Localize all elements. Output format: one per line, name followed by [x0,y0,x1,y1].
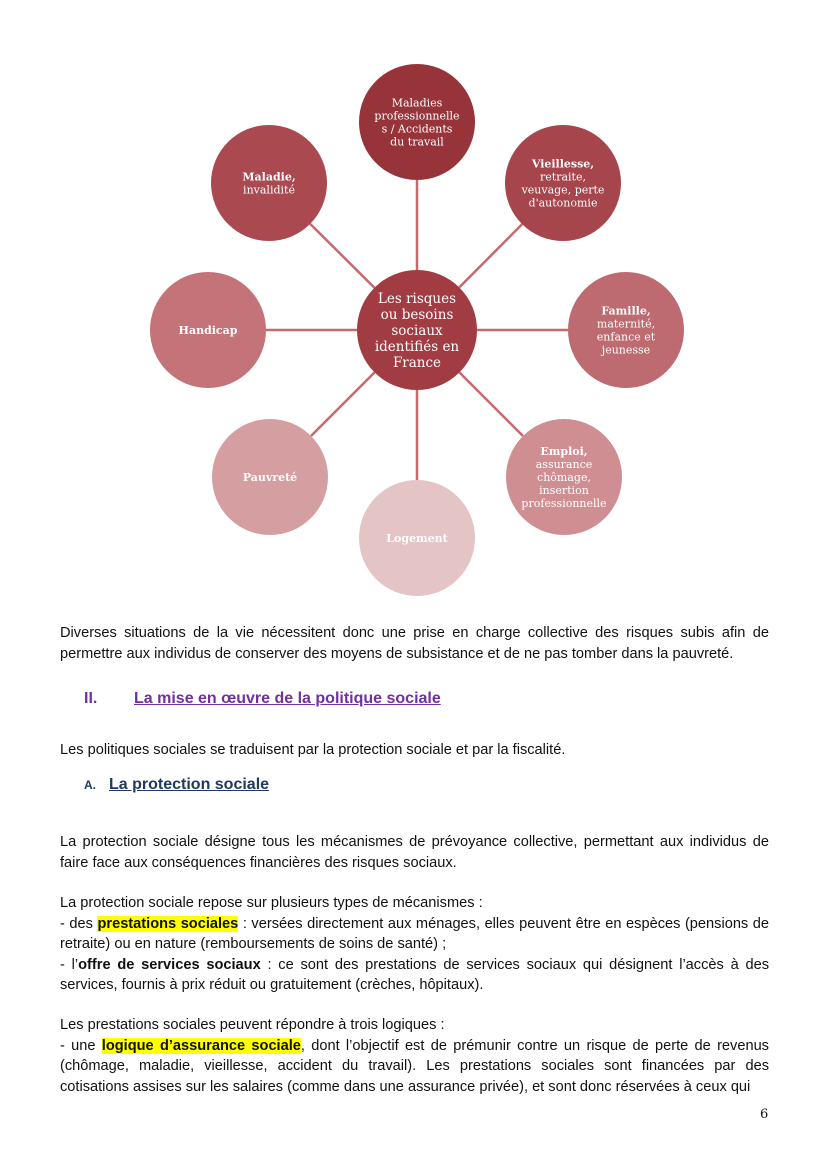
paragraph-definition: La protection sociale désigne tous les mécanismes de prévoyance collective, permettant aux individus de faire face aux conséquences financières des risques sociaux. [60,834,769,871]
node-vieillesse [505,125,621,241]
item-text: : versées directement aux ménages, elles peuvent être en espèces (pensions de retraite) ou en nature (remboursements de soins de santé) ; [60,915,770,952]
section-heading-2 [84,690,441,708]
connector-emploi [459,372,523,436]
node-label-pauvrete: Pauvreté [242,471,298,484]
node-label-handicap: Handicap [178,324,238,337]
connector-pauvrete [311,372,375,436]
center-label: Les risques ou besoins sociaux identifiés en France [374,291,460,371]
subsection-number: A. [84,778,96,792]
mechanisms-intro: La protection sociale repose sur plusieurs types de mécanismes : [60,895,483,911]
subsection-heading-a [84,776,269,794]
paragraph-logiques [60,1015,769,1097]
item-text: : ce sont des prestations de services sociaux qui désignent l’accès à des services, fournis à prix réduit ou gratuitement (crèches, hôpitaux). [60,956,770,993]
item-prefix: - des [60,915,98,932]
node-maladie [211,125,327,241]
item-prefix: - l’ [60,956,79,973]
connector-maladie [310,224,374,288]
node-pauvrete [212,419,328,535]
bold-offre-services: offre de services sociaux [78,956,261,973]
page-number: 6 [760,1107,769,1122]
subsection-title: La protection sociale [109,776,270,793]
node-famille [568,272,684,388]
paragraph-policies: Les politiques sociales se traduisent par la protection sociale et par la fiscalité. [60,742,566,758]
section-number: II. [84,690,98,707]
node-label-maladie: Maladie, invalidité [242,170,296,197]
item-prefix: - une [60,1037,102,1054]
node-emploi [506,419,622,535]
node-label-logement: Logement [386,532,448,545]
paragraph-intro: Diverses situations de la vie nécessitent donc une prise en charge collective des risques subis afin de permettre aux individus de conserver des moyens de subsistance et de ne pas tomber dans la pauvreté. [60,625,769,662]
highlight-assurance-sociale: logique d’assurance sociale [101,1037,301,1054]
node-maladies-pro [359,64,475,180]
center-node [357,270,477,390]
node-label-vieillesse: Vieillesse, retraite, veuvage, perte d'autonomie [521,157,605,210]
logiques-intro: Les prestations sociales peuvent répondre à trois logiques : [60,1017,445,1033]
section-title: La mise en œuvre de la politique sociale [134,690,441,707]
node-label-emploi: Emploi, assurance chômage, insertion professionnelle [521,445,607,510]
node-handicap [150,272,266,388]
node-logement [359,480,475,596]
paragraph-mechanisms [60,893,769,996]
node-label-famille: Famille, maternité, enfance et jeunesse [596,304,656,357]
node-label-maladies-pro: Maladies professionnelle s / Accidents du travail [374,96,460,149]
connector-vieillesse [459,224,522,287]
item-text: , dont l’objectif est de prémunir contre un risque de perte de revenus (chômage, maladie, vieillesse, accident du travail). Les prestations sociales sont financées par des cotisations assises sur les salaires (comme dans une assurance privée), et sont donc réservées à ceux qui [60,1037,769,1095]
highlight-prestations-sociales: prestations sociales [97,915,239,932]
